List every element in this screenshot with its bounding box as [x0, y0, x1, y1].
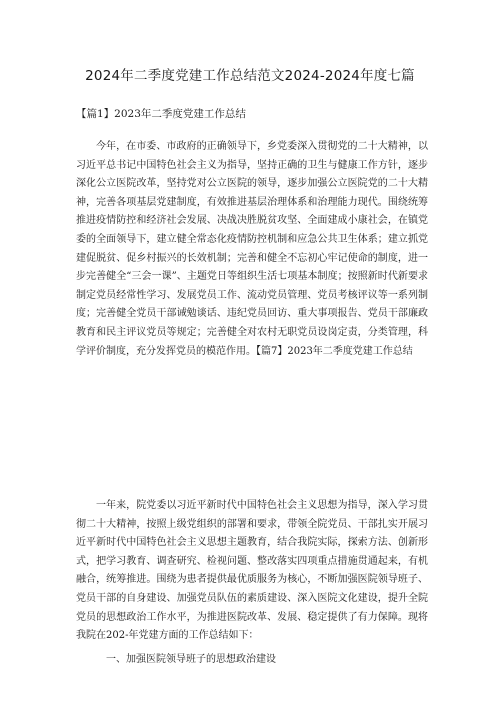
article-7-paragraph: 一年来，院党委以习近平新时代中国特色社会主义思想为指导，深入学习贯彻二十大精神，按照上级党组织的部署和要求，带领全院党员、干部扎实开展习近平新时代中国特色社会主义思想主题教育，结合我院实际，探索方法、创新形式，把学习教育、调查研究、检视问题、整改落实四项重点措施贯通起来，有机融合，统筹推进。围绕为患者提供最优质服务为核心，不断加强医院领导班子、党员干部的自身建设、加强党员队伍的素质建设、深入医院文化建设，提升全院党员的思想政治工作水平，为推进医院改革、发展、稳定提供了有力保障。现将我院在202-年党建方面的工作总结如下： [76, 500, 428, 642]
article-1-heading: 【篇1】2023年二季度党建工作总结 [76, 108, 246, 120]
article-7-heading: 【篇7】2023年二季度党建工作总结 [256, 345, 413, 357]
article-1-paragraph [76, 138, 428, 361]
document-title: 2024年二季度党建工作总结范文2024-2024年度七篇 [85, 68, 415, 84]
section-heading: 一、加强医院领导班子的思想政治建设 [106, 654, 276, 665]
article-1-body-text: 今年，在市委、市政府的正确领导下，乡党委深入贯彻党的二十大精神，以习近平总书记中国特色社会主义为指导，坚持正确的卫生与健康工作方针，逐步深化公立医院改革，坚持党对公立医院的领导，逐步加强公立医院党的二十大精神，完善各项基层党建制度，有效推进基层治理体系和治理能力现代。围绕统筹推进疫情防控和经济社会发展、决战决胜脱贫攻坚、全面建成小康社会，在镇党委的全面领导下，建立健全常态化疫情防控机制和应急公共卫生体系；建立抓党建促脱贫、促乡村振兴的长效机制；完善和健全不忘初心牢记使命的制度，进一步完善健全“三会一课”、主题党日等组织生活七项基本制度；按照新时代新要求制定党员经常性学习、发展党员工作、流动党员管理、党员考核评议等一系列制度；完善健全党员干部诫勉谈话、违纪党员回访、重大事项报告、党员干部廉政教育和民主评议党员等规定；完善健全对农村无职党员设岗定责，分类管理，科学评价制度，充分发挥党员的模范作用。 [76, 141, 428, 357]
